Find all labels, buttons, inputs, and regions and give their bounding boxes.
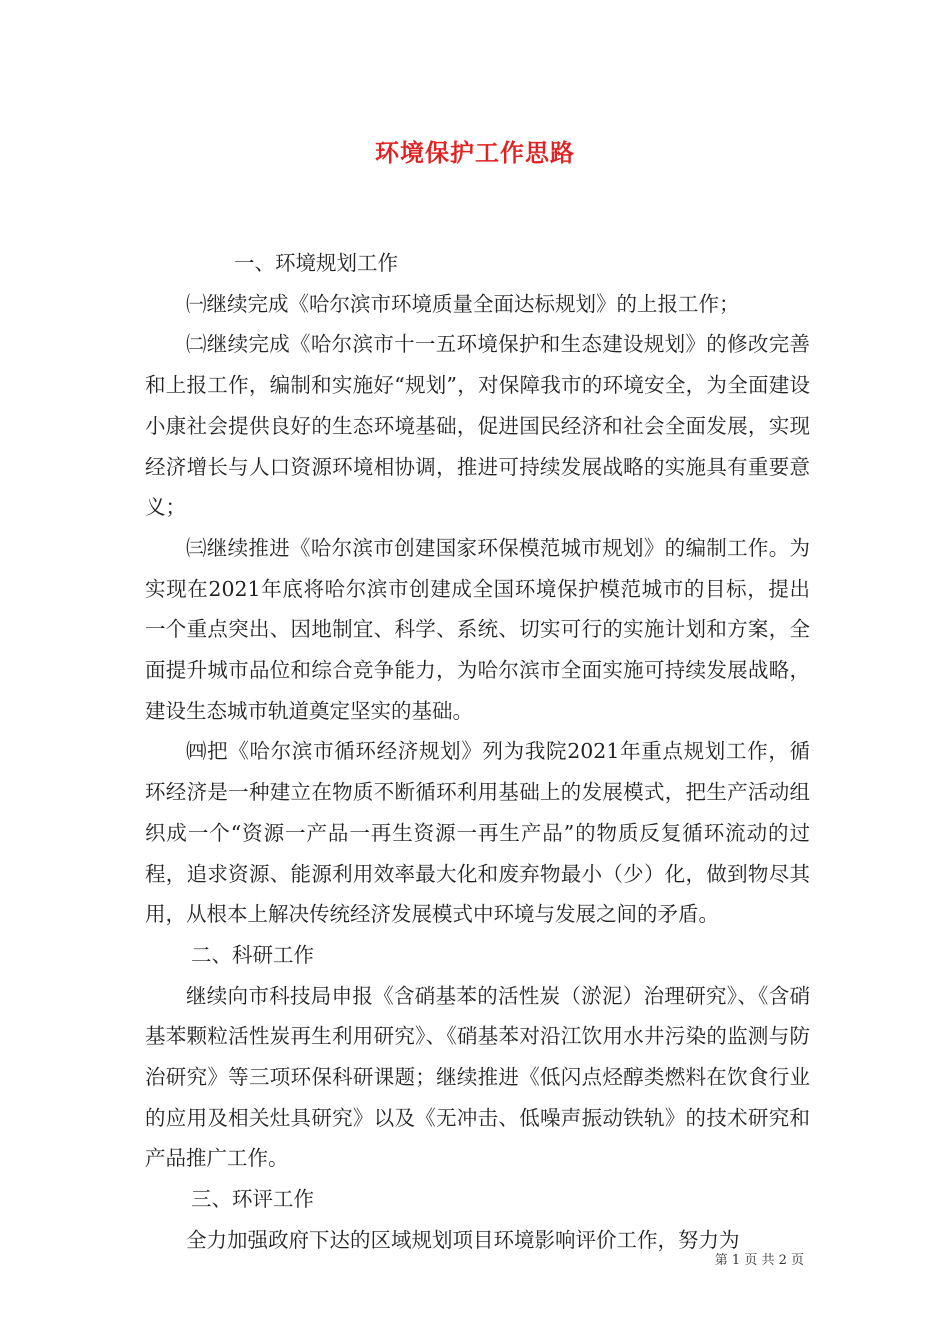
section-heading-eia: 三、环评工作 <box>191 1187 314 1212</box>
document-body <box>145 243 810 1261</box>
paragraph-research: 继续向市科技局申报《含硝基苯的活性炭（淤泥）治理研究》、《含硝基苯颗粒活性炭再生利用研究》、《硝基苯对沿江饮用水井污染的监测与防治研究》等三项环保科研课题；继续推进《低闪点烃醇类燃料在饮食行业的应用及相关灶具研究》以及《无冲击、低噪声振动铁轨》的技术研究和产品推广工作。 <box>145 983 810 1171</box>
section-heading-planning: 一、环境规划工作 <box>234 251 398 275</box>
paragraph-eia: 全力加强政府下达的区域规划项目环境影响评价工作，努力为 <box>186 1227 740 1252</box>
paragraph-item-2: ㈡继续完成《哈尔滨市十一五环境保护和生态建设规划》的修改完善和上报工作，编制和实施好“规划”，对保障我市的环境安全，为全面建设小康社会提供良好的生态环境基础，促进国民经济和社会全面发展，实现经济增长与人口资源环境相协调，推进可持续发展战略的实施具有重要意义； <box>145 332 810 520</box>
page-title: 环境保护工作思路 <box>375 138 575 167</box>
paragraph-item-1: ㈠继续完成《哈尔滨市环境质量全面达标规划》的上报工作； <box>186 291 740 316</box>
section-heading-research: 二、科研工作 <box>191 942 314 967</box>
page-number: 第 1 页 共 2 页 <box>714 1253 804 1268</box>
paragraph-item-4: ㈣把《哈尔滨市循环经济规划》列为我院2021年重点规划工作，循环经济是一种建立在物质不断循环利用基础上的发展模式，把生产活动组织成一个“资源一产品一再生资源一再生产品”的物质反复循环流动的过程，追求资源、能源利用效率最大化和废弃物最小（少）化，做到物尽其用，从根本上解决传统经济发展模式中环境与发展之间的矛盾。 <box>145 739 810 927</box>
paragraph-item-3: ㈢继续推进《哈尔滨市创建国家环保模范城市规划》的编制工作。为实现在2021年底将哈尔滨市创建成全国环境保护模范城市的目标，提出一个重点突出、因地制宜、科学、系统、切实可行的实施计划和方案，全面提升城市品位和综合竞争能力，为哈尔滨市全面实施可持续发展战略，建设生态城市轨道奠定坚实的基础。 <box>145 535 810 723</box>
